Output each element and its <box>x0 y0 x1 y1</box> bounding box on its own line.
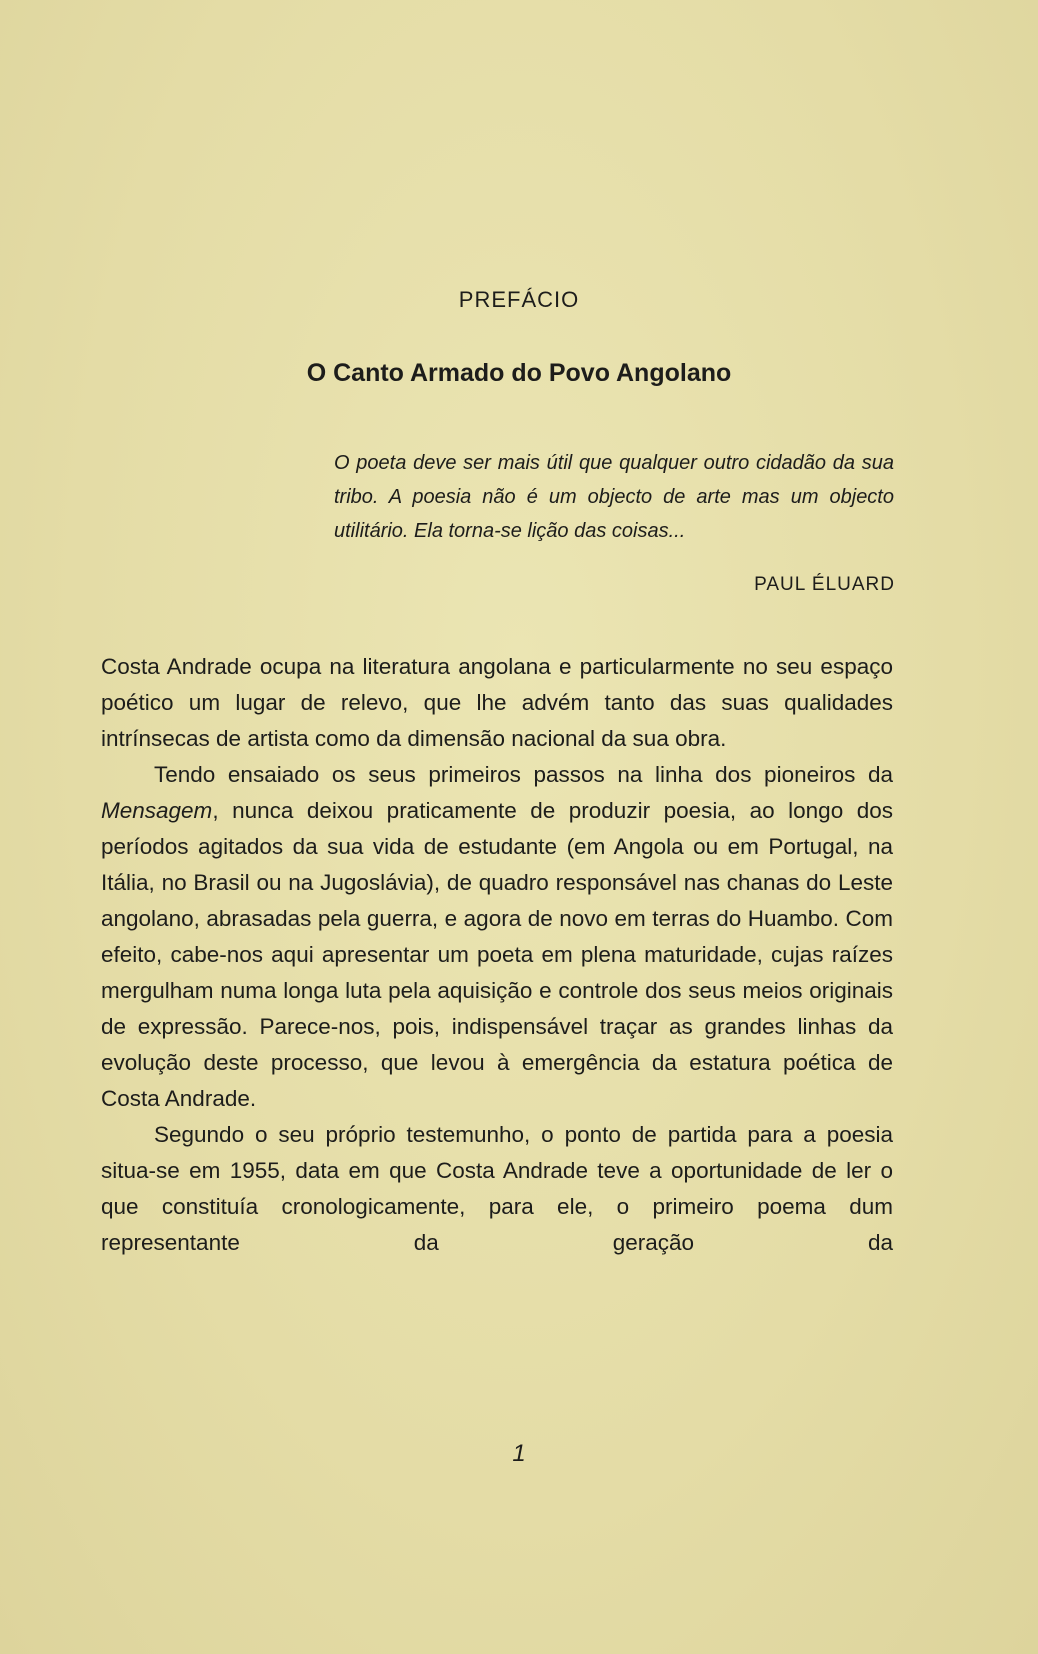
paragraph-1-text: Costa Andrade ocupa na literatura angolana e particularmente no seu espaço poético um lugar de relevo, que lhe advém tanto das suas qualidades intrínsecas de artista como da dimensão nacional da sua obra. <box>101 654 893 751</box>
section-label: PREFÁCIO <box>458 287 580 312</box>
epigraph-author-name: PAUL ÉLUARD <box>754 574 895 595</box>
paragraph-2 <box>101 757 893 1117</box>
epigraph-quote: O poeta deve ser mais útil que qualquer outro cidadão da sua tribo. A poesia não é um objecto de arte mas um objecto utilitário. Ela torna-se lição das coisas... <box>334 452 894 542</box>
paragraph-2-text-start: Tendo ensaiado os seus primeiros passos na linha dos pioneiros da <box>154 762 893 787</box>
paragraph-3 <box>101 1117 893 1261</box>
paragraph-2-text-end: , nunca deixou praticamente de produzir poesia, ao longo dos períodos agitados da sua vida de estudante (em Angola ou em Portugal, na Itália, no Brasil ou na Jugoslávia), de quadro responsável nas chanas do Leste angolano, abrasadas pela guerra, e agora de novo em terras do Huambo. Com efeito, cabe-nos aqui apresentar um poeta em plena maturidade, cujas raízes mergulham numa longa luta pela aquisição e controle dos seus meios originais de expressão. Parece-nos, pois, indispensável traçar as grandes linhas da evolução deste processo, que levou à emergência da estatura poética de Costa Andrade. <box>101 798 893 1111</box>
page-number: 1 <box>512 1440 526 1467</box>
epigraph-author <box>754 570 895 600</box>
body-text <box>101 649 893 1261</box>
paragraph-2-emphasis: Mensagem <box>101 798 213 823</box>
paragraph-3-text: Segundo o seu próprio testemunho, o ponto de partida para a poesia situa-se em 1955, data em que Costa Andrade teve a oportunidade de ler o que constituía cronologicamente, para ele, o primeiro poema dum representante da geração da <box>101 1122 893 1255</box>
page-title: O Canto Armado do Povo Angolano <box>306 359 732 387</box>
paragraph-1 <box>101 649 893 757</box>
